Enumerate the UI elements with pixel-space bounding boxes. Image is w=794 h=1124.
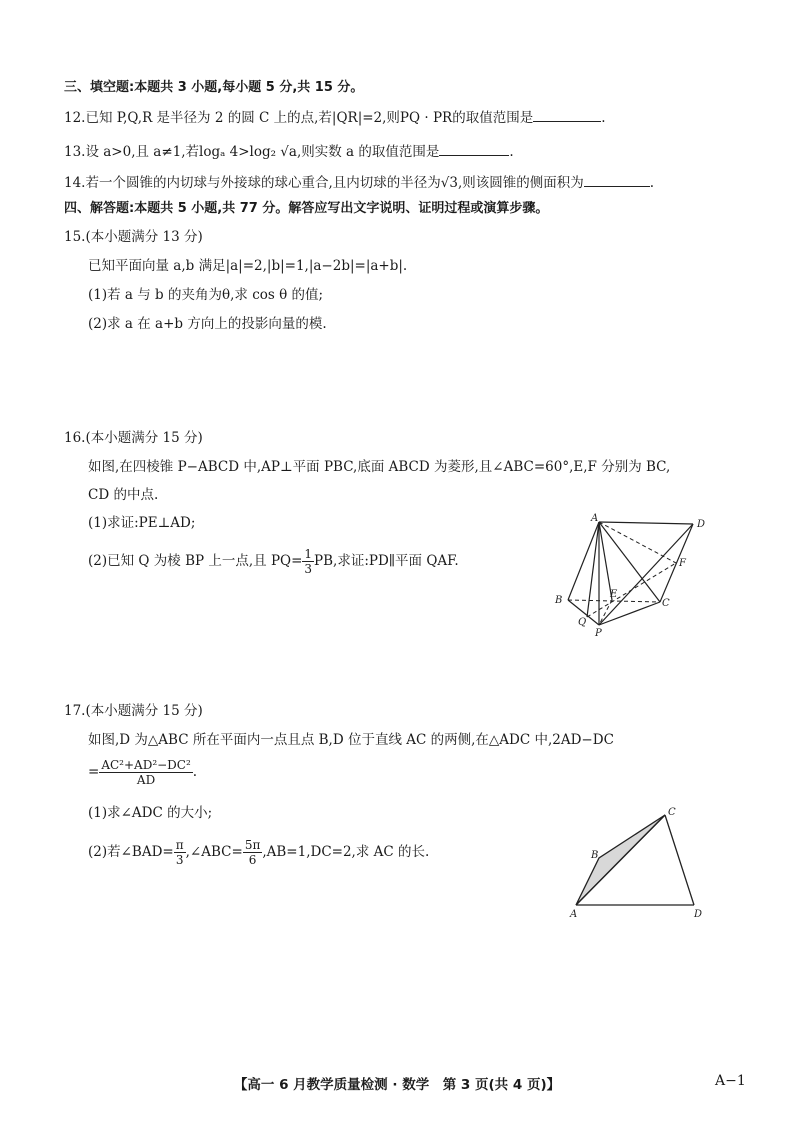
q13-end: . (509, 144, 514, 160)
edge-ac (576, 815, 665, 905)
label-c: C (662, 598, 670, 609)
edge-pd (599, 524, 693, 625)
q16-part2-text-b: PB,求证:PD∥平面 QAF. (314, 553, 459, 569)
edge-ad (599, 522, 693, 524)
edge-pc (599, 602, 660, 625)
edge-ac (599, 522, 660, 602)
q17-part1: (1)求∠ADC 的大小; (88, 805, 213, 821)
fraction-numerator: π (175, 838, 184, 852)
fraction-pi-over-3 (174, 838, 186, 867)
q14-answer-blank[interactable] (584, 172, 650, 187)
fraction-denominator: AD (136, 773, 156, 787)
q17-stem1: 如图,D 为△ABC 所在平面内一点且点 B,D 位于直线 AC 的两侧,在△ADC 中,2AD−DC (88, 732, 614, 748)
q16-part1: (1)求证:PE⊥AD; (88, 515, 196, 531)
q16-part2-text-a: (2)已知 Q 为棱 BP 上一点,且 PQ= (88, 553, 303, 569)
q17-part2-text-c: ,AB=1,DC=2,求 AC 的长. (262, 844, 430, 860)
q14-text: 14.若一个圆锥的内切球与外接球的球心重合,且内切球的半径为√3,则该圆锥的侧面积为 (64, 175, 584, 191)
q12-end: . (601, 110, 606, 126)
page-code: A−1 (715, 1073, 746, 1089)
section3-heading: 三、填空题:本题共 3 小题,每小题 5 分,共 15 分。 (64, 80, 364, 95)
q16-part2 (88, 547, 459, 576)
fraction-numerator: 5π (244, 838, 261, 852)
q17-part2 (88, 838, 429, 867)
label-b: B (555, 595, 563, 606)
section4-heading: 四、解答题:本题共 5 小题,共 77 分。解答应写出文字说明、证明过程或演算步骤。 (64, 201, 549, 216)
q15-part2: (2)求 a 在 a+b 方向上的投影向量的模. (88, 316, 327, 332)
q13-answer-blank[interactable] (439, 141, 509, 156)
label-a: A (591, 513, 599, 524)
q15-title: 15.(本小题满分 13 分) (64, 229, 203, 245)
q12-text: 12.已知 P,Q,R 是半径为 2 的圆 C 上的点,若|QR|=2,则PQ · PR的取值范围是 (64, 110, 534, 126)
q14-end: . (649, 175, 655, 191)
fraction-one-third (302, 547, 314, 576)
q16-pyramid-figure (548, 510, 718, 640)
label-p: P (595, 628, 602, 639)
label-q: Q (578, 617, 587, 628)
q17-stem2 (88, 758, 197, 787)
page-footer: 【高一 6 月教学质量检测 · 数学 第 3 页(共 4 页)】 (233, 1077, 561, 1093)
q16-stem1: 如图,在四棱锥 P−ABCD 中,AP⊥平面 PBC,底面 ABCD 为菱形,且∠ABC=60°,E,F 分别为 BC, (88, 459, 671, 475)
q15-stem: 已知平面向量 a,b 满足|a|=2,|b|=1,|a−2b|=|a+b|. (88, 258, 408, 274)
label-a: A (570, 909, 578, 920)
q14 (64, 172, 654, 192)
label-d: D (694, 909, 703, 920)
fraction-denominator: 3 (175, 853, 184, 867)
edge-af-hidden (599, 522, 676, 563)
q16-title: 16.(本小题满分 15 分) (64, 430, 203, 446)
q13-text: 13.设 a>0,且 a≠1,若logₐ 4>log₂ √a,则实数 a 的取值范围是 (64, 144, 440, 160)
q17-cosine-fraction (99, 758, 192, 787)
q17-quadrilateral-figure (565, 800, 715, 925)
q16-stem2: CD 的中点. (88, 487, 159, 503)
q13 (64, 141, 514, 161)
fraction-denominator: 6 (248, 853, 257, 867)
q12 (64, 107, 606, 127)
label-c: C (668, 807, 676, 818)
fraction-numerator: AC²+AD²−DC² (101, 758, 191, 772)
fraction-numerator: 1 (304, 547, 313, 561)
q17-stem-end: . (192, 764, 198, 780)
q17-part2-text-b: ,∠ABC= (185, 844, 243, 860)
label-b: B (591, 850, 599, 861)
q17-title: 17.(本小题满分 15 分) (64, 703, 203, 719)
label-d: D (697, 519, 706, 530)
q17-part2-text-a: (2)若∠BAD= (88, 844, 174, 860)
label-f: F (679, 558, 686, 569)
q17-equals: = (88, 764, 100, 780)
label-e: E (610, 589, 618, 600)
edge-dc (665, 815, 694, 905)
fraction-5pi-over-6 (243, 838, 263, 867)
fraction-denominator: 3 (304, 562, 313, 576)
q12-answer-blank[interactable] (533, 107, 601, 122)
edge-dc (660, 524, 693, 602)
q15-part1: (1)若 a 与 b 的夹角为θ,求 cos θ 的值; (88, 287, 324, 303)
